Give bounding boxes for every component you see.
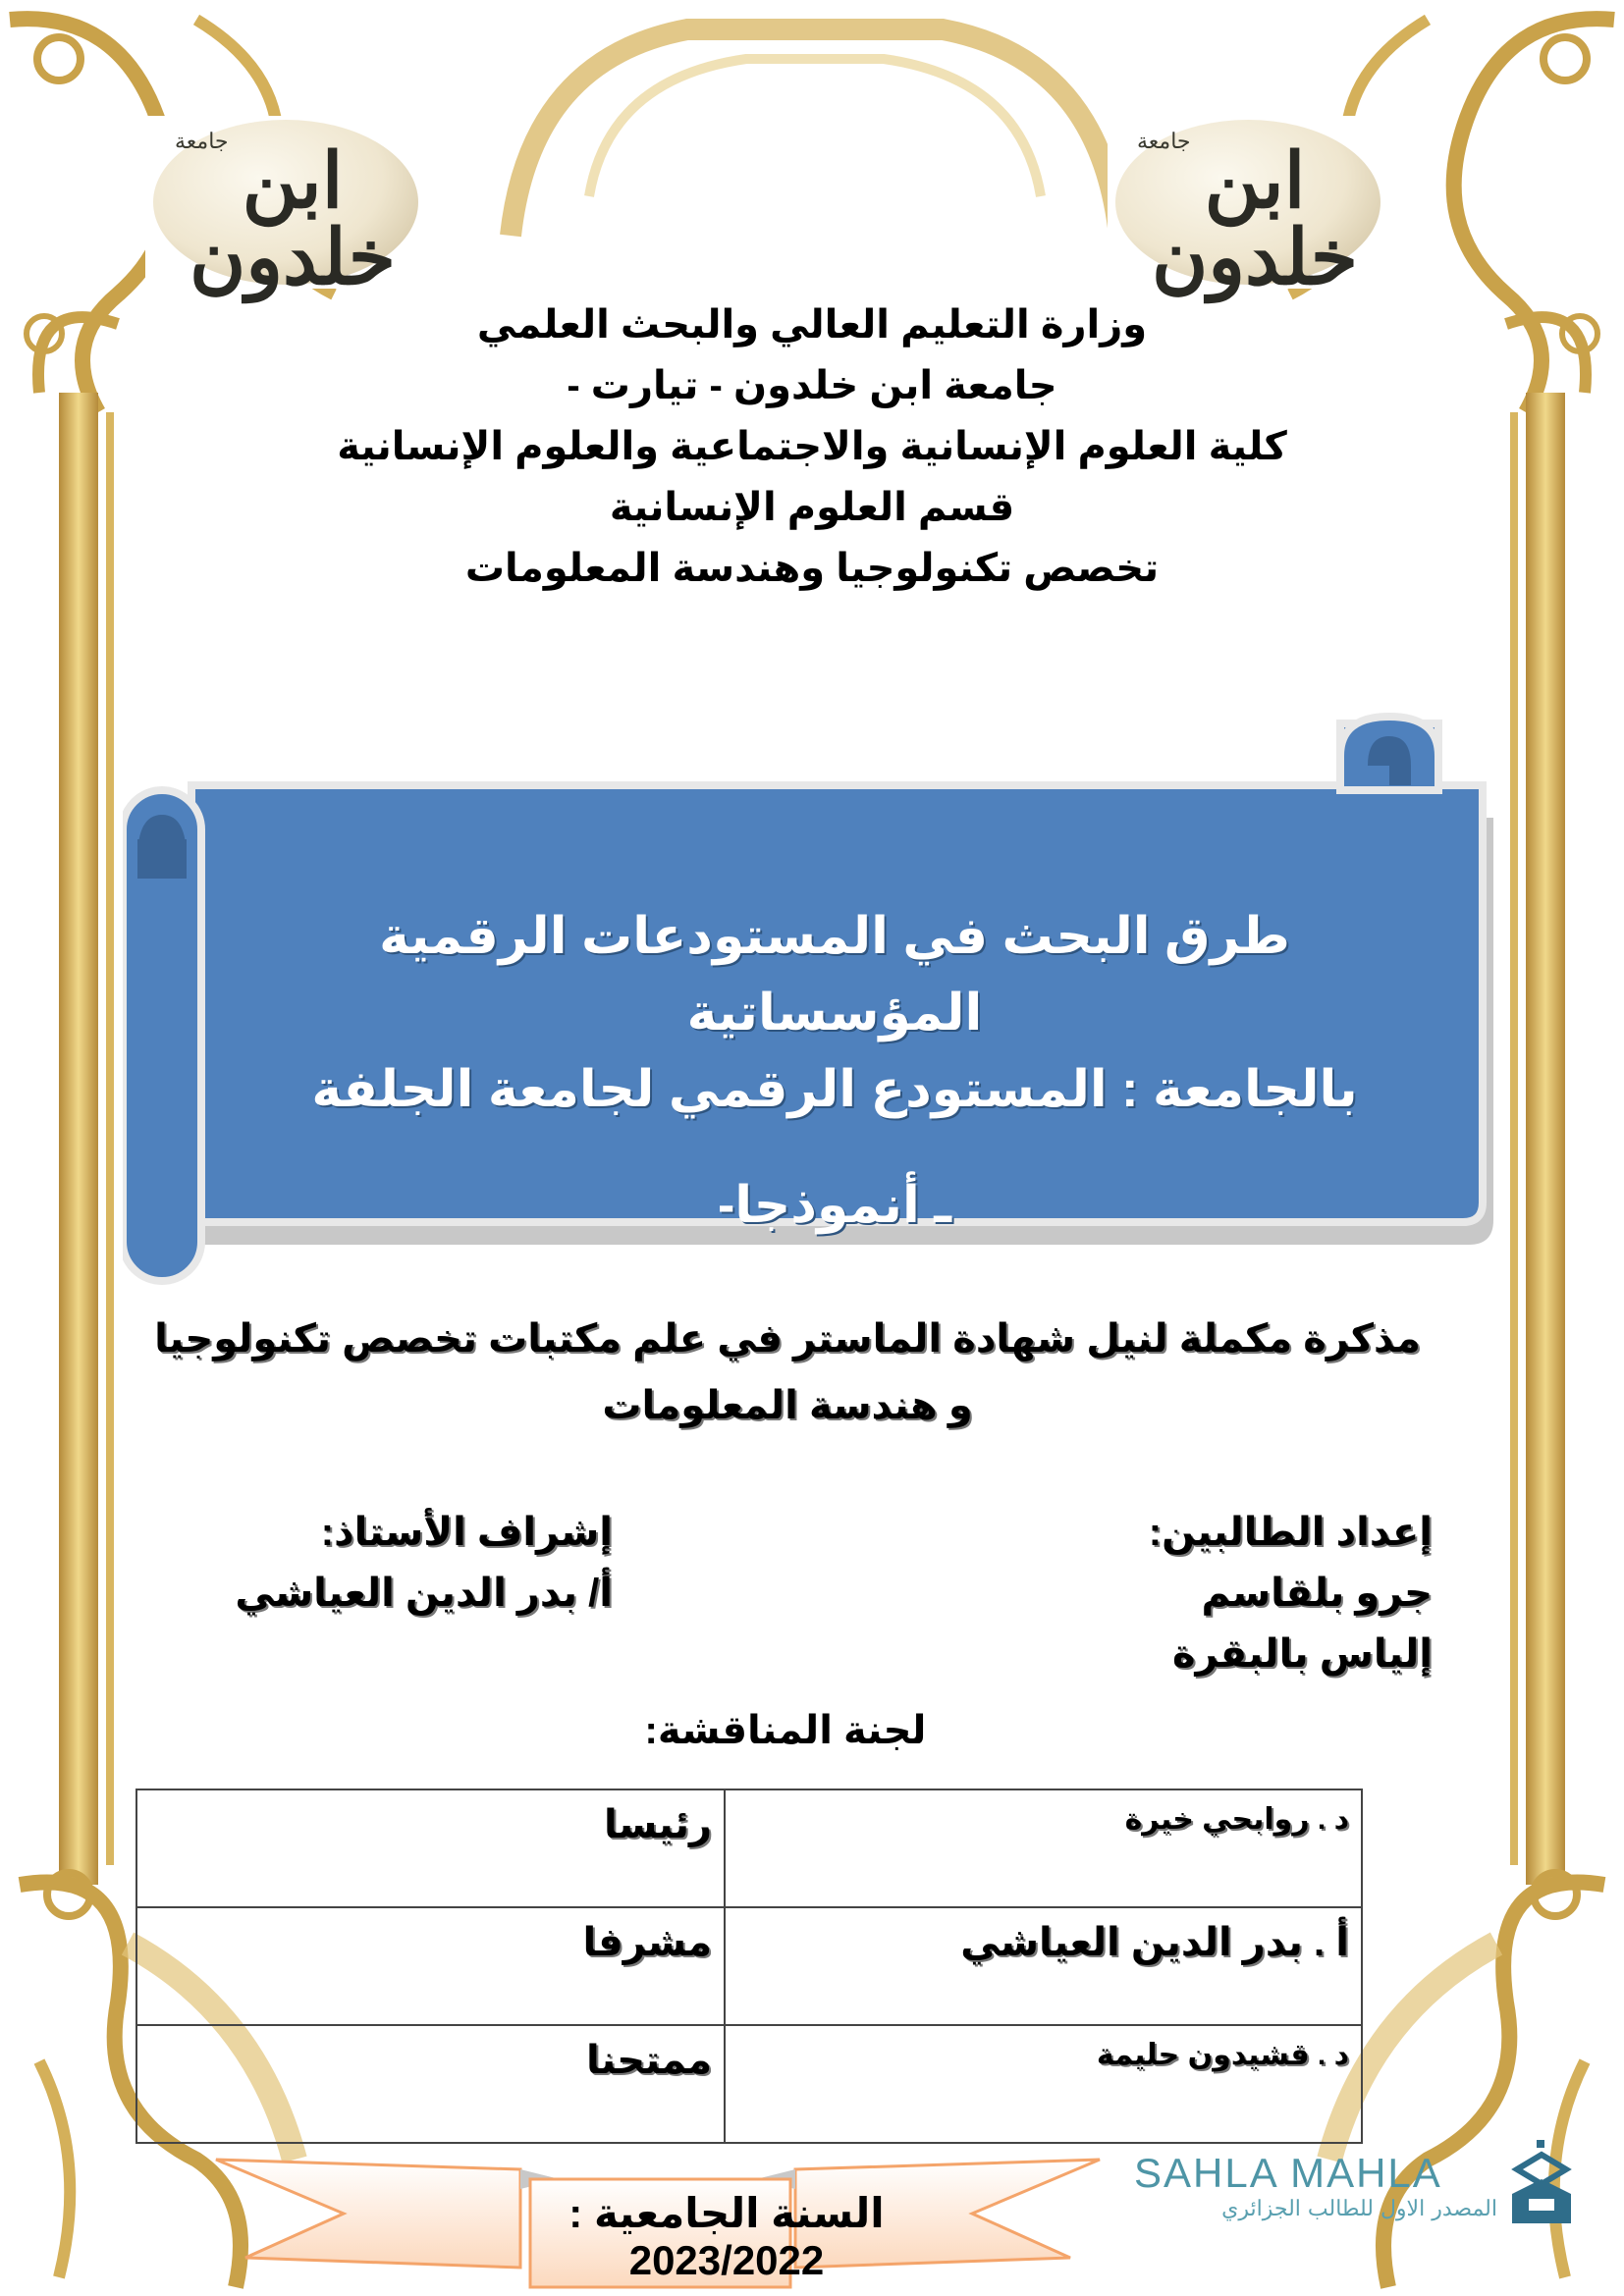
member-role: رئيسا [136, 1789, 725, 1907]
academic-year-banner [206, 2150, 1110, 2292]
title-line-1: طرق البحث في المستودعات الرقمية المؤسساتية [379, 908, 1290, 1041]
institution-header [0, 294, 1624, 599]
thesis-description [147, 1306, 1428, 1439]
table-row [136, 1907, 1362, 2025]
committee-label: لجنة المناقشة: [644, 1709, 927, 1752]
academic-year: السنة الجامعية : 2023/2022 [568, 2190, 885, 2283]
supervisor-label: إشراف الأستاذ: [320, 1511, 613, 1554]
logo-ring-text: جامعة [1137, 130, 1191, 154]
logo-calligraphy: ابن خلدون [189, 136, 396, 302]
university-logo-right [1108, 116, 1402, 302]
title-line-2: بالجامعة : المستودع الرقمي لجامعة الجلفة [311, 1061, 1358, 1118]
title-scroll [123, 712, 1497, 1306]
logo-calligraphy: ابن خلدون [1152, 136, 1358, 302]
supervisor-block [235, 1502, 613, 1624]
member-name: د . قشيدون حليمة [725, 2025, 1362, 2143]
member-role: مشرفا [136, 1907, 725, 2025]
ministry-name: وزارة التعليم العالي والبحث العلمي [476, 303, 1148, 347]
university-logo-left [145, 116, 440, 302]
department-name: قسم العلوم الإنسانية [609, 486, 1015, 529]
title-line-3: ـ أنموذجا- [717, 1177, 952, 1234]
students-label: إعداد الطالبين: [1148, 1511, 1433, 1554]
logo-ring-text: جامعة [175, 130, 229, 154]
member-name: أ . بدر الدين العياشي [725, 1907, 1362, 2025]
university-name: جامعة ابن خلدون - تيارت - [567, 364, 1057, 407]
table-row [136, 1789, 1362, 1907]
watermark-brand: SAHLA MAHLA [1134, 2150, 1442, 2196]
member-name: د . روابحي خيرة [725, 1789, 1362, 1907]
member-role: ممتحنا [136, 2025, 725, 2143]
students-block [1149, 1502, 1433, 1684]
committee-table [135, 1789, 1363, 2144]
description-line-2: و هندسة المعلومات [602, 1384, 973, 1427]
student-name: إلياس بالبقرة [1171, 1632, 1433, 1676]
sahla-mahla-watermark [1134, 2140, 1576, 2228]
watermark-tagline: المصدر الاول للطالب الجزائري [1221, 2197, 1497, 2221]
faculty-name: كلية العلوم الإنسانية والاجتماعية والعلوم الإنسانية [337, 425, 1287, 468]
student-name: جرو بلقاسم [1201, 1572, 1433, 1615]
table-row [136, 2025, 1362, 2143]
sahla-mahla-logo-icon [1507, 2140, 1576, 2228]
thesis-title [290, 898, 1380, 1244]
description-line-1: مذكرة مكملة لنيل شهادة الماستر في علم مكتبات تخصص تكنولوجيا [154, 1317, 1421, 1361]
supervisor-name: أ/ بدر الدين العياشي [235, 1572, 613, 1615]
specialty-name: تخصص تكنولوجيا وهندسة المعلومات [464, 547, 1160, 590]
